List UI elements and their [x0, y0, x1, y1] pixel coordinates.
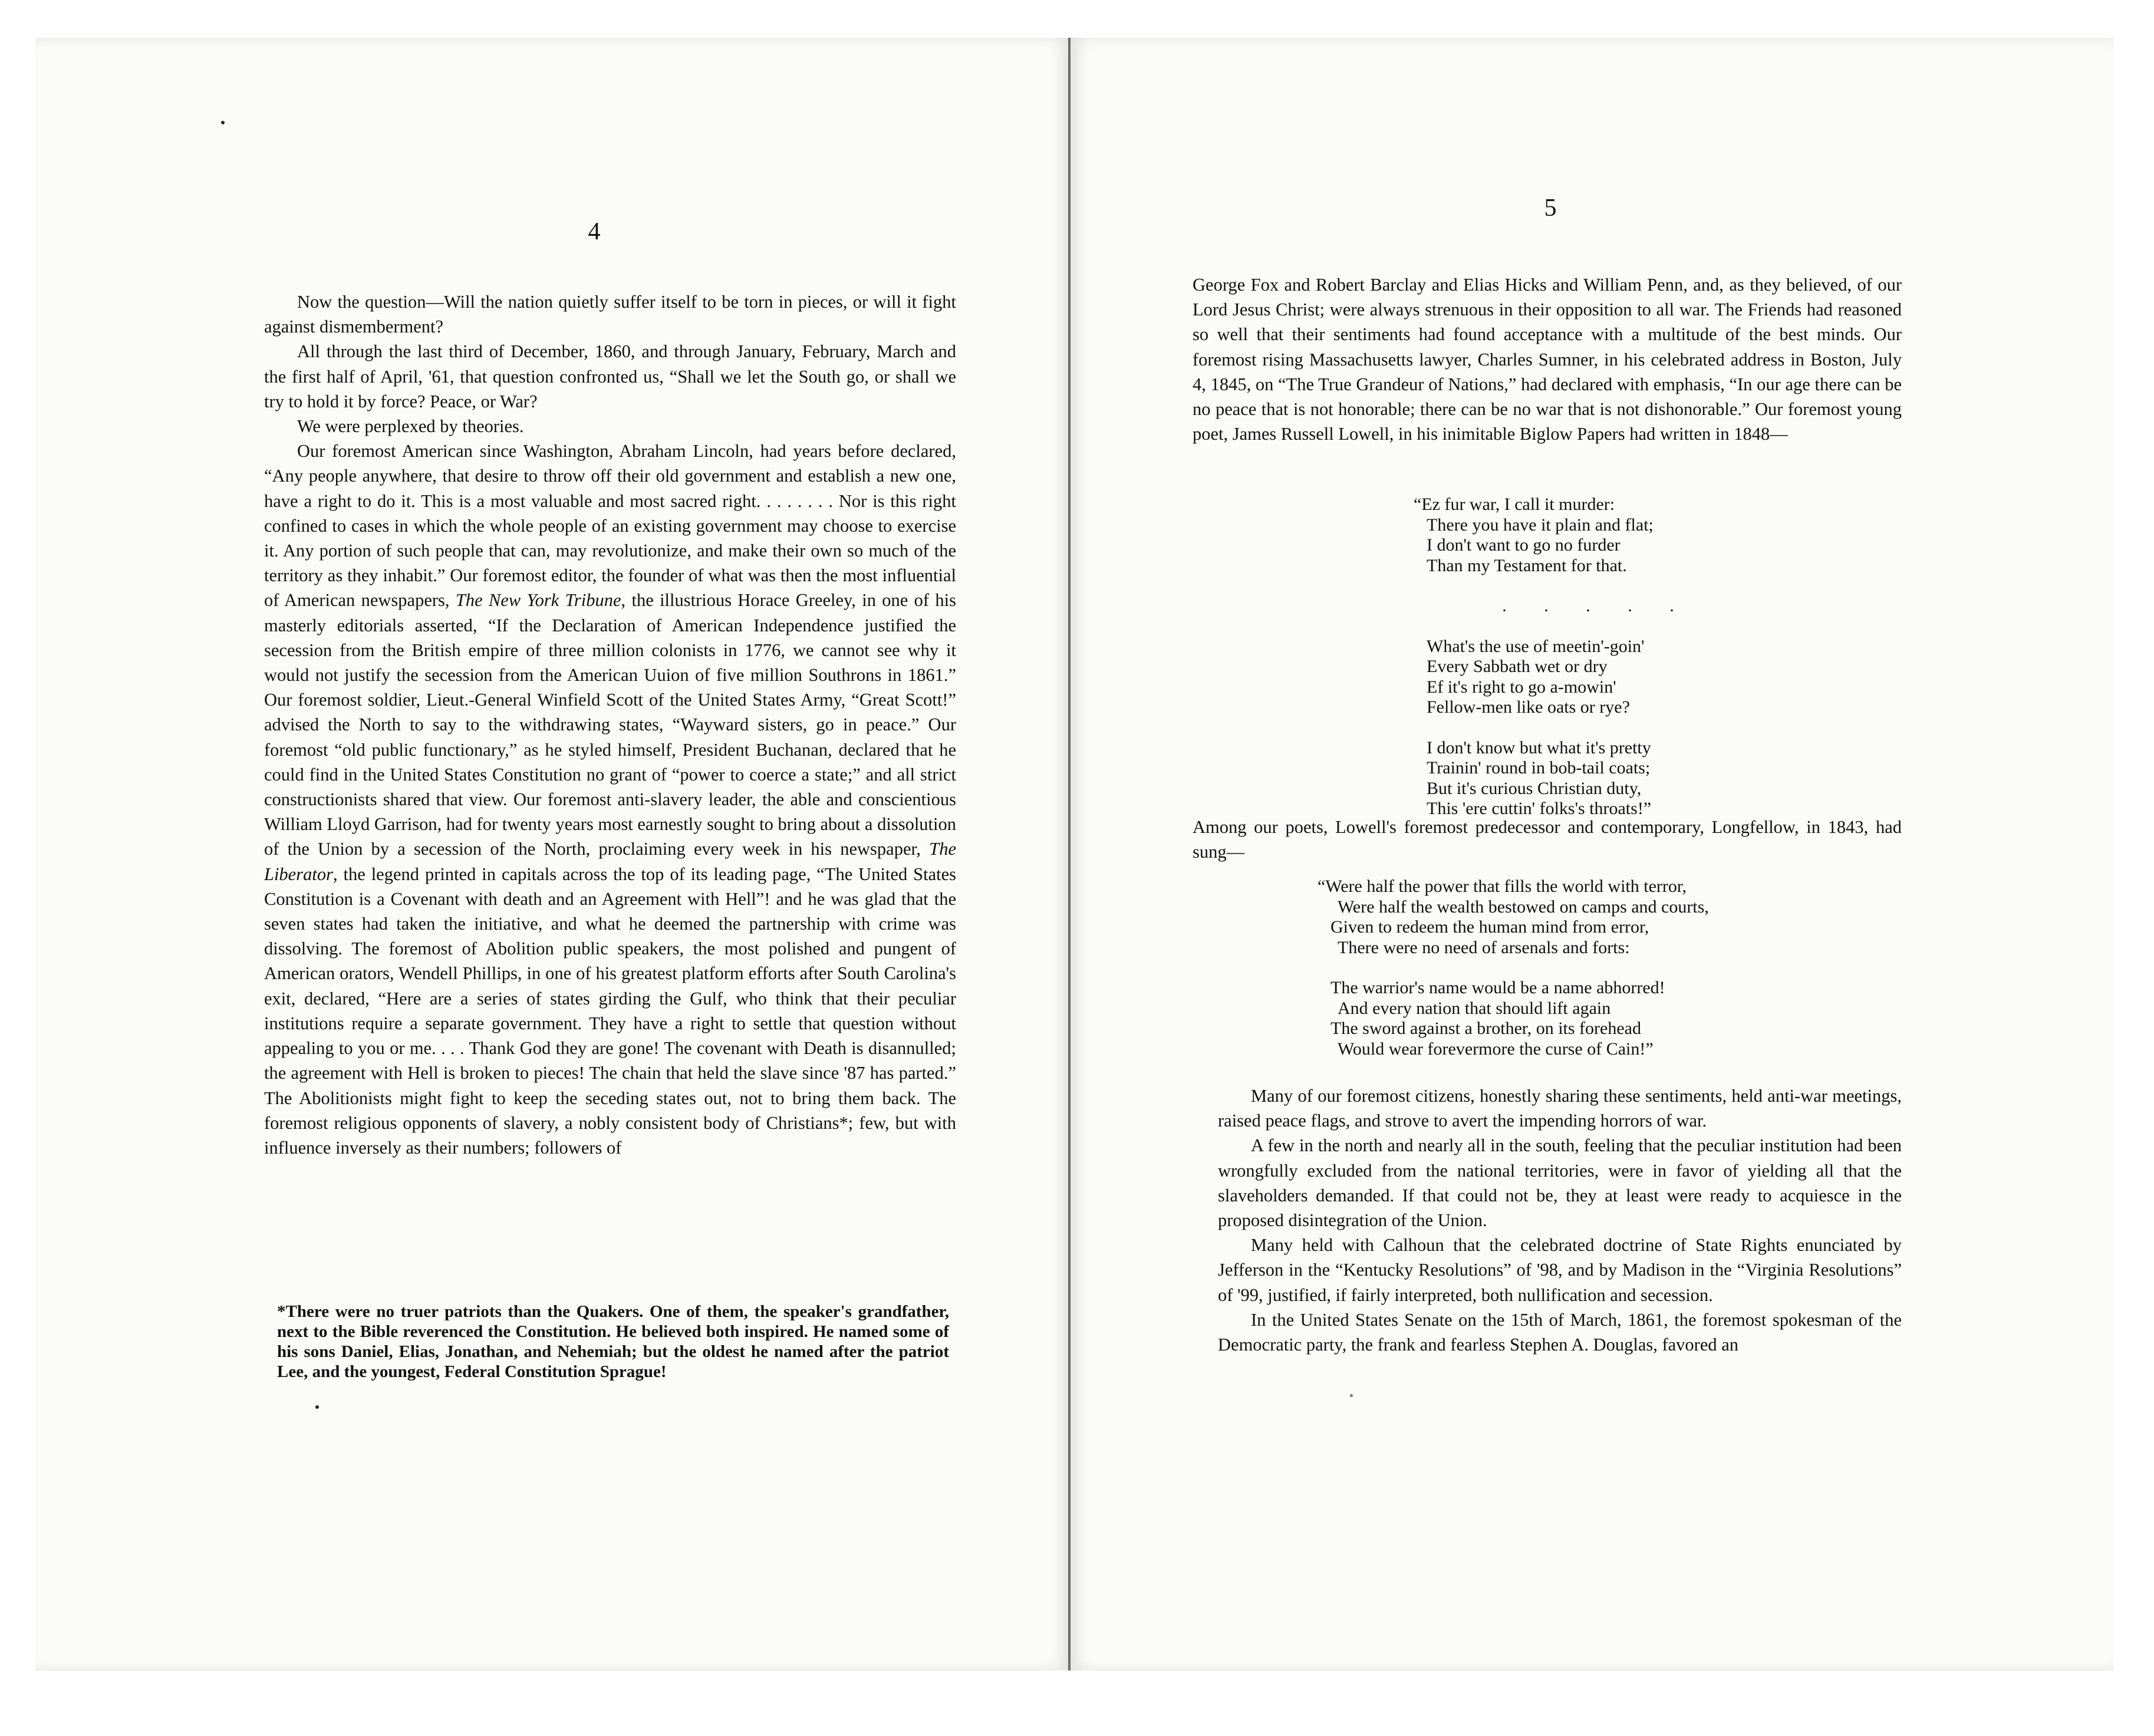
paragraph: George Fox and Robert Barclay and Elias Hicks and William Penn, and, as they believed, of our Lord Jesus Christ; were always strenuous in their opposition to all war. The Friends had reasoned so well that their sentiments had found acceptance with a multitude of the best minds. Our foremost rising Massachusetts lawyer, Charles Sumner, in his celebrated address in Boston, July 4, 1845, on “The True Grandeur of Nations,” had declared with emphasis, “In our age there can be no peace that is not honorable; there can be no war that is not dishonorable.” Our foremost young poet, James Russell Lowell, in his inimitable Biglow Papers had written in 1848—	[1193, 275, 1902, 444]
poem-line: There you have it plain and flat;	[1427, 515, 1654, 535]
poem-line: But it's curious Christian duty,	[1427, 778, 1642, 798]
newspaper-title: The New York Tribune	[455, 590, 621, 611]
paragraph: Many of our foremost citizens, honestly sharing these sentiments, held anti-war meetings, raised peace flags, and strove to avert the impending horrors of war.	[1218, 1086, 1902, 1131]
paragraph	[264, 439, 956, 1160]
paragraph-text: , the illustrious Horace Greeley, in one of his masterly editorials asserted, “If the Declaration of American Independence justified the secession from the British empire of three million colonists in 1776, we cannot see why it would not justify the secession from the American Uuion of five million Southrons in 1861.” Our foremost soldier, Lieut.-General Winfield Scott of the United States Army, “Great Scott!” advised the North to say to the withdrawing states, “Wayward sisters, go in peace.” Our foremost “old public functionary,” as he styled himself, President Buchanan, declared that he could find in the United States Constitution no grant of “power to coerce a state;” and all strict constructionists shared that view. Our foremost anti-slavery leader, the able and conscientious William Lloyd Garrison, had for twenty years most earnestly sought to bring about a dissolution of the Union by a secession of the North, proclaiming every week in his newspaper,	[264, 590, 956, 859]
poem-line: What's the use of meetin'-goin'	[1427, 636, 1645, 656]
poem-line: The sword against a brother, on its forehead	[1330, 1019, 1641, 1038]
right-page-opening	[1193, 272, 1902, 446]
poem-stanza	[1414, 738, 1744, 819]
paragraph: Among our poets, Lowell's foremost predecessor and contemporary, Longfellow, in 1843, had sung—	[1193, 817, 1902, 862]
lowell-poem	[1414, 495, 1744, 839]
poem-line: This 'ere cuttin' folks's throats!”	[1427, 799, 1652, 818]
longfellow-poem	[1318, 877, 1860, 1079]
poem-ellipsis: . . . . .	[1502, 596, 1691, 615]
right-page-bridge	[1193, 815, 1902, 864]
paper-speck	[221, 121, 225, 124]
paragraph-text: Our foremost American since Washington, Abraham Lincoln, had years before declared, “Any people anywhere, that desire to throw off their old government and establish a new one, have a right to do it. This is a most valuable and most sacred right. . . . . . . . Nor is this right confined to cases in which the whole people of an existing government may choose to exercise it. Any portion of such people that can, may revolutionize, and make their own so much of the territory as they inhabit.” Our foremost editor, the founder of what was then the most influential of American newspapers,	[264, 441, 956, 611]
newspaper-title: The Liberator	[264, 839, 956, 884]
book-gutter	[1068, 38, 1071, 1671]
poem-line: I don't want to go no furder	[1427, 535, 1621, 555]
footnote	[277, 1302, 949, 1382]
poem-line: Were half the wealth bestowed on camps and courts,	[1338, 897, 1709, 917]
poem-line: Every Sabbath wet or dry	[1427, 657, 1608, 676]
right-page-number: 5	[1544, 195, 1557, 222]
paragraph: All through the last third of December, 1860, and through January, February, March and the first half of April, '61, that question confronted us, “Shall we let the South go, or shall we try to hold it by force? Peace, or War?	[264, 341, 956, 411]
poem-stanza	[1318, 978, 1860, 1059]
poem-line: Trainin' round in bob-tail coats;	[1427, 758, 1651, 778]
footnote-text: *There were no truer patriots than the Quakers. One of them, the speaker's grandfather, next to the Bible reverenced the Constitution. He believed both inspired. He named some of his sons Daniel, Elias, Jonathan, and Nehemiah; but the oldest he named after the patriot Lee, and the youngest, Federal Constitution Sprague!	[277, 1302, 949, 1381]
poem-line: “Ez fur war, I call it murder:	[1414, 495, 1615, 514]
left-page-body	[264, 289, 956, 1160]
paragraph: In the United States Senate on the 15th of March, 1861, the foremost spokesman of the Democratic party, the frank and fearless Stephen A. Douglas, favored an	[1218, 1309, 1902, 1355]
paragraph: We were perplexed by theories.	[297, 416, 524, 437]
poem-stanza	[1414, 637, 1744, 718]
poem-line: There were no need of arsenals and forts:	[1338, 937, 1630, 957]
poem-stanza	[1414, 495, 1744, 576]
paragraph: Now the question—Will the nation quietly suffer itself to be torn in pieces, or will it fight against dismemberment?	[264, 292, 956, 337]
poem-line: Would wear forevermore the curse of Cain!”	[1338, 1039, 1654, 1059]
poem-line: Ef it's right to go a-mowin'	[1427, 677, 1616, 697]
left-page-number: 4	[588, 218, 601, 245]
paper-speck	[315, 1405, 319, 1409]
poem-stanza	[1318, 877, 1860, 958]
right-page-closing	[1218, 1083, 1902, 1357]
paper-speck	[1350, 1394, 1353, 1397]
poem-line: “Were half the power that fills the world with terror,	[1318, 877, 1687, 896]
paragraph: A few in the north and nearly all in the south, feeling that the peculiar institution had been wrongfully excluded from the national territories, were in favor of yielding all that the slaveholders demanded. If that could not be, they at least were ready to acquiesce in the proposed disintegration of the Union.	[1218, 1135, 1902, 1231]
poem-line: The warrior's name would be a name abhorred!	[1330, 978, 1665, 997]
paragraph-text: , the legend printed in capitals across the top of its leading page, “The United States Constitution is a Covenant with death and an Agreement with Hell”! and he was glad that the seven states had taken the initiative, and what he deemed the partnership with crime was dissolving. The foremost of Abolition public speakers, the most polished and pungent of American orators, Wendell Phillips, in one of his greatest platform efforts after South Carolina's exit, declared, “Here are a series of states girding the Gulf, who think that their peculiar institutions require a separate government. They have a right to settle that question without appealing to you or me. . . . Thank God they are gone! The covenant with Death is disannulled; the agreement with Hell is broken to pieces! The chain that held the slave since '87 has parted.” The Abolitionists might fight to keep the seceding states out, not to bring them back. The foremost religious opponents of slavery, a nobly consistent body of Christians*; few, but with influence inversely as their numbers; followers of	[264, 864, 956, 1158]
poem-line: Given to redeem the human mind from error,	[1330, 917, 1649, 937]
poem-line: Fellow-men like oats or rye?	[1427, 697, 1630, 717]
paragraph: Many held with Calhoun that the celebrated doctrine of State Rights enunciated by Jefferson in the “Kentucky Resolutions” of '98, and by Madison in the “Virginia Resolutions” of '99, justified, if fairly interpreted, both nullification and secession.	[1218, 1235, 1902, 1305]
poem-line: Than my Testament for that.	[1427, 555, 1627, 575]
poem-line: And every nation that should lift again	[1338, 998, 1611, 1018]
poem-line: I don't know but what it's pretty	[1427, 737, 1651, 757]
